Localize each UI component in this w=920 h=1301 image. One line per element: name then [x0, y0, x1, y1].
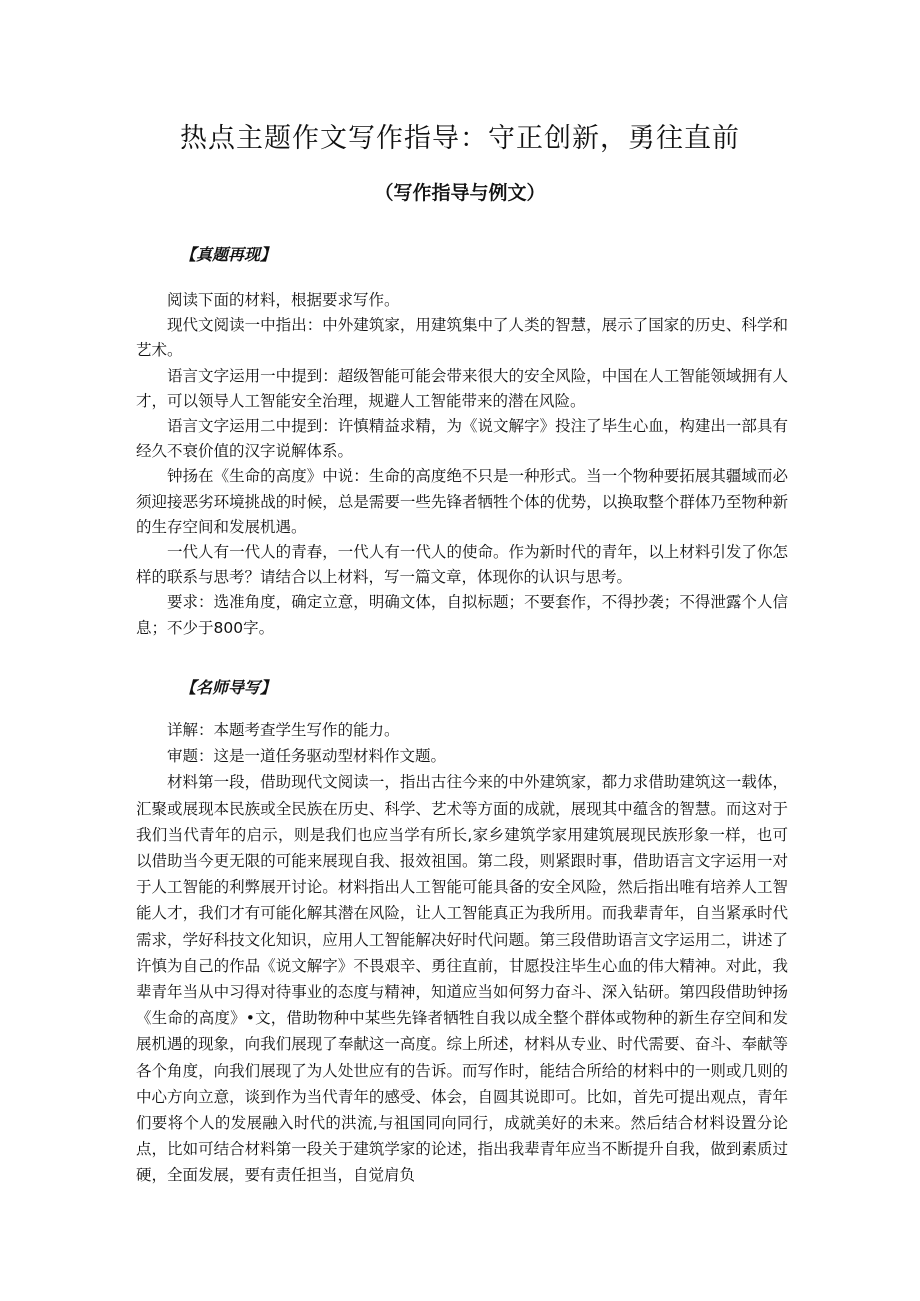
document-title: 热点主题作文写作指导：守正创新，勇往直前	[180, 123, 740, 154]
paragraph: 钟扬在《生命的高度》中说：生命的高度绝不只是一种形式。当一个物种要拓展其疆域而必须迎接恶劣环境挑战的时候，总是需要一些先锋者牺牲个体的优势，以换取整个群体乃至物种新的生存空间和发展机遇。	[136, 467, 788, 536]
paragraph: 现代文阅读一中指出：中外建筑家，用建筑集中了人类的智慧，展示了国家的历史、科学和艺术。	[136, 316, 788, 360]
section-heading-exam-question: 【真题再现】	[180, 245, 277, 264]
section-heading-teacher-guide: 【名师导写】	[180, 678, 277, 697]
paragraph: 详解：本题考查学生写作的能力。	[167, 721, 400, 739]
paragraph: 要求：选准角度，确定立意，明确文体，自拟标题；不要套作，不得抄袭；不得泄露个人信息；不少于800字。	[136, 593, 788, 637]
paragraph: 一代人有一代人的青春，一代人有一代人的使命。作为新时代的青年，以上材料引发了你怎样的联系与思考？请结合以上材料，写一篇文章，体现你的认识与思考。	[136, 543, 788, 587]
paragraph: 材料第一段，借助现代文阅读一，指出古往今来的中外建筑家，都力求借助建筑这一载体，汇聚或展现本民族或全民族在历史、科学、艺术等方面的成就，展现其中蕴含的智慧。而这对于我们当代青年的启示，则是我们也应当学有所长,家乡建筑学家用建筑展现民族形象一样，也可以借助当今更无限的可能来展现自我、报效祖国。第二段，则紧跟时事，借助语言文字运用一对于人工智能的利弊展开讨论。材料指出人工智能可能具备的安全风险，然后指出唯有培养人工智能人才，我们才有可能化解其潜在风险，让人工智能真正为我所用。而我辈青年，自当紧承时代需求，学好科技文化知识，应用人工智能解决好时代问题。第三段借助语言文字运用二，讲述了许慎为自己的作品《说文解字》不畏艰辛、勇往直前，甘愿投注毕生心血的伟大精神。对此，我辈青年当从中习得对待事业的态度与精神，知道应当如何努力奋斗、深入钻研。第四段借助钟扬《生命的高度》•文，借助物种中某些先锋者牺牲自我以成全整个群体或物种的新生存空间和发展机遇的现象，向我们展现了奉献这一高度。综上所述，材料从专业、时代需要、奋斗、奉献等各个角度，向我们展现了为人处世应有的告诉。而写作时，能结合所给的材料中的一则或几则的中心方向立意，谈到作为当代青年的感受、体会，自圆其说即可。比如，首先可提出观点，青年们要将个人的发展融入时代的洪流,与祖国同向同行，成就美好的未来。然后结合材料设置分论点，比如可结合材料第一段关于建筑学家的论述，指出我辈青年应当不断提升自我，做到素质过硬，全面发展，要有责任担当，自觉肩负	[136, 773, 788, 1185]
guide-text	[136, 717, 788, 1189]
exam-material-text	[136, 288, 788, 641]
paragraph: 阅读下面的材料，根据要求写作。	[167, 291, 400, 309]
document-subtitle: （写作指导与例文）	[374, 182, 546, 204]
paragraph: 语言文字运用二中提到：许慎精益求精，为《说文解字》投注了毕生心血，构建出一部具有经久不衰价值的汉字说解体系。	[136, 417, 788, 461]
paragraph: 审题：这是一道任务驱动型材料作文题。	[167, 747, 447, 766]
paragraph: 语言文字运用一中提到：超级智能可能会带来很大的安全风险，中国在人工智能领域拥有人才，可以领导人工智能安全治理，规避人工智能带来的潜在风险。	[136, 366, 788, 410]
